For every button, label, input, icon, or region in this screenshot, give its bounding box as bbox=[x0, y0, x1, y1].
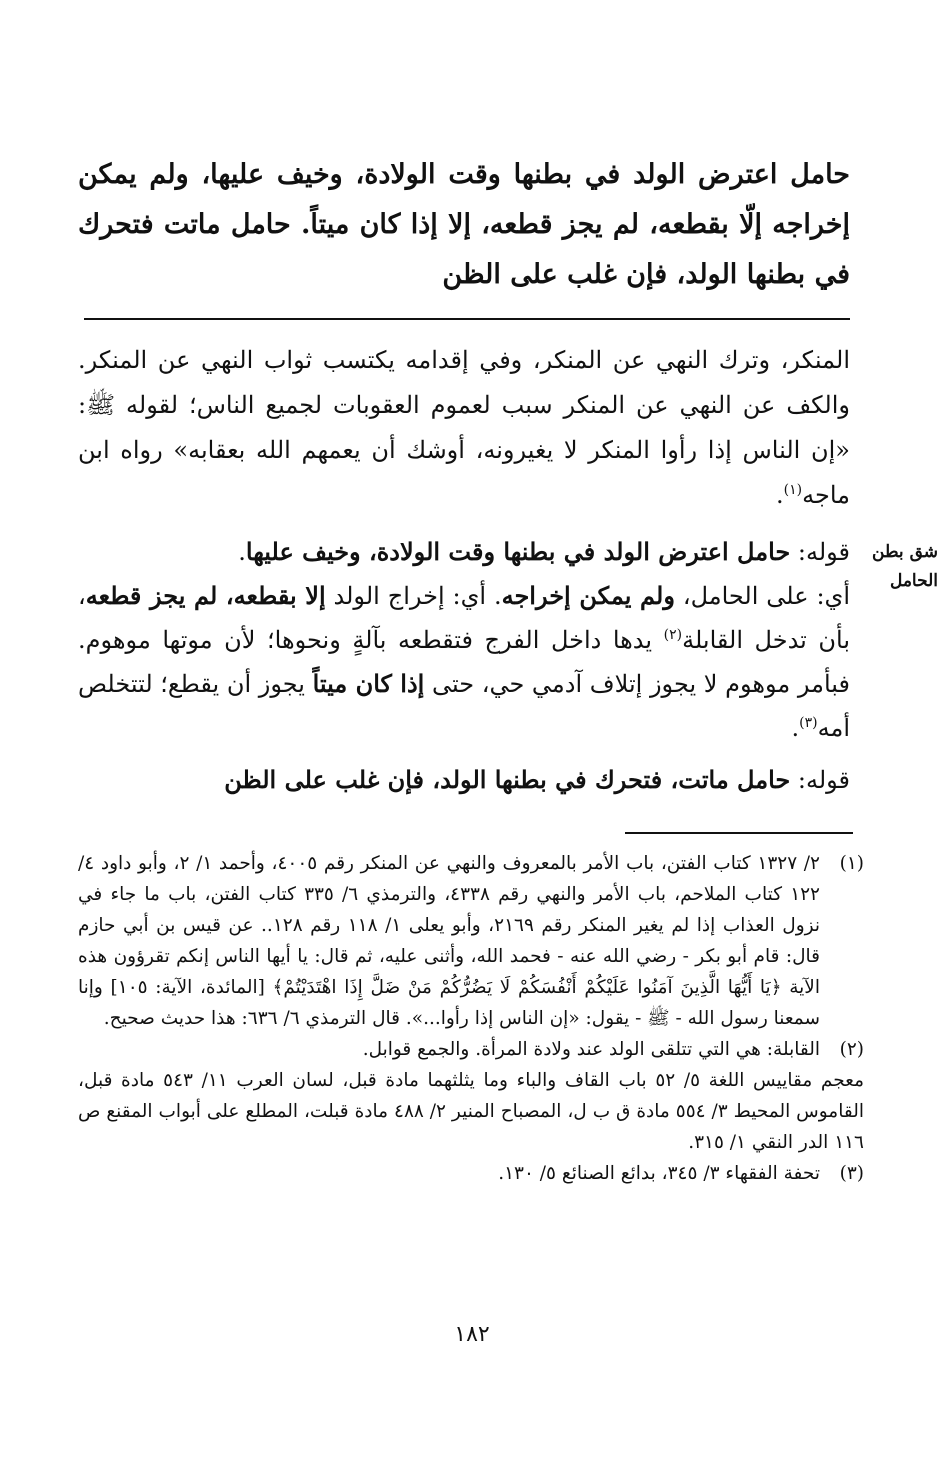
qawluh-label-2: قوله: bbox=[790, 766, 850, 794]
footnotes bbox=[78, 848, 864, 1189]
p2-part-e: ، بأن تدخل القابلة bbox=[78, 582, 850, 654]
p2-part-c: . أي: إخراج الولد bbox=[325, 582, 502, 610]
qawluh-label: قوله: bbox=[790, 538, 850, 566]
commentary-paragraph-1 bbox=[78, 530, 850, 574]
footnote-number: (٣) bbox=[839, 1163, 864, 1184]
matn-divider bbox=[84, 318, 850, 320]
quoted-matn-1: حامل اعترض الولد في بطنها وقت الولادة، وخيف عليها bbox=[245, 537, 791, 566]
footnote-number: (١) bbox=[839, 853, 864, 874]
punct: . bbox=[238, 538, 246, 566]
commentary-paragraph-2 bbox=[78, 574, 850, 750]
footnote-number: (٢) bbox=[839, 1039, 864, 1060]
margin-note bbox=[866, 538, 938, 596]
p2-part-i: . bbox=[791, 714, 800, 742]
footnote-ref-2: (٢) bbox=[663, 627, 683, 643]
footnote-ref-3: (٣) bbox=[799, 715, 818, 731]
quoted-matn-2: حامل ماتت، فتحرك في بطنها الولد، فإن غلب على الظن bbox=[224, 765, 791, 794]
footnote-divider bbox=[625, 832, 853, 834]
footnote-2-continuation: معجم مقاييس اللغة ٥/ ٥٢ باب القاف والباء وما يثلثهما مادة قبل، لسان العرب ١١/ ٥٤٣ مادة قبل، القاموس المحيط ٣/ ٥٥٤ مادة ق ب ل، المصباح المنير ٢/ ٤٨٨ مادة قبلت، المطلع على أبواب المقنع ص ١١٦ الدر النقي ١/ ٣١٥. bbox=[78, 1070, 864, 1153]
p2-part-h: يجوز أن يقطع؛ لتتخلص أمه bbox=[78, 670, 850, 742]
footnote-text: ٢/ ١٣٢٧ كتاب الفتن، باب الأمر بالمعروف والنهي عن المنكر رقم ٤٠٠٥، وأحمد ١/ ٢، وأبو داود ٤/ ١٢٢ كتاب الملاحم، باب الأمر والنهي رقم ٤٣٣٨، والترمذي ٦/ ٣٣٥ كتاب الفتن، باب ما جاء في نزول العذاب إذا لم يغير المنكر رقم ٢١٦٩، وأبو يعلى ١/ ١١٨ رقم ١٢٨.. عن قيس بن أبي حازم قال: قام أبو بكر - رضي الله عنه - فحمد الله، وأثنى عليه، ثم قال: يا أيها الناس إنكم تقرؤون هذه الآية ﴿يَا أَيُّهَا الَّذِينَ آمَنُوا عَلَيْكُمْ أَنْفُسَكُمْ لَا يَضُرُّكُمْ مَنْ ضَلَّ إِذَا اهْتَدَيْتُمْ﴾ [المائدة، الآية: ١٠٥] وإنا سمعنا رسول الله - ﷺ - يقول: «إن الناس إذا رأوا...». قال الترمذي ٦/ ٦٣٦: هذا حديث صحيح. bbox=[78, 853, 821, 1029]
carryover-text: المنكر، وترك النهي عن المنكر، وفي إقدامه يكتسب ثواب النهي عن المنكر. والكف عن النهي عن المنكر سبب لعموم العقوبات لجميع الناس؛ لقوله ﷺ: «إن الناس إذا رأوا المنكر لا يغيرونه، أوشك أن يعمهم الله بعقابه» رواه ابن ماجه bbox=[78, 346, 850, 509]
p2-bold-d: إلا بقطعه، لم يجز قطعه bbox=[85, 581, 326, 610]
p2-part-f: يدها داخل الفرج فتقطعه بآلةٍ ونحوها؛ لأن موتها موهوم. فبأمر موهوم لا يجوز إتلاف آدمي حي، حتى bbox=[78, 626, 851, 698]
p2-bold-b: ولم يمكن إخراجه bbox=[501, 581, 675, 610]
p2-part-a: أي: على الحامل، bbox=[674, 582, 850, 610]
footnote-1 bbox=[78, 848, 864, 1034]
footnote-text: تحفة الفقهاء ٣/ ٣٤٥، بدائع الصنائع ٥/ ١٣٠. bbox=[498, 1163, 820, 1184]
p2-bold-g: إذا كان ميتاً bbox=[312, 669, 425, 698]
footnote-text: القابلة: هي التي تتلقى الولد عند ولادة المرأة. والجمع قوابل. bbox=[362, 1039, 820, 1060]
page-number: ١٨٢ bbox=[454, 1322, 490, 1347]
matn-text: حامل اعترض الولد في بطنها وقت الولادة، وخيف عليها، ولم يمكن إخراجه إلّا بقطعه، لم يجز قطعه، إلا إذا كان ميتاً. حامل ماتت فتحرك في بطنها الولد، فإن غلب على الظن bbox=[78, 159, 850, 290]
footnote-3 bbox=[78, 1158, 864, 1189]
footnote-ref-1: (١) bbox=[783, 482, 803, 498]
commentary-paragraph-3 bbox=[78, 758, 850, 802]
carryover-end: . bbox=[776, 481, 784, 509]
margin-note-line-1: شق بطن bbox=[872, 542, 938, 562]
margin-note-line-2: الحامل bbox=[889, 571, 938, 591]
footnote-2 bbox=[78, 1034, 864, 1065]
commentary-section bbox=[78, 530, 850, 802]
carryover-paragraph bbox=[78, 338, 850, 518]
